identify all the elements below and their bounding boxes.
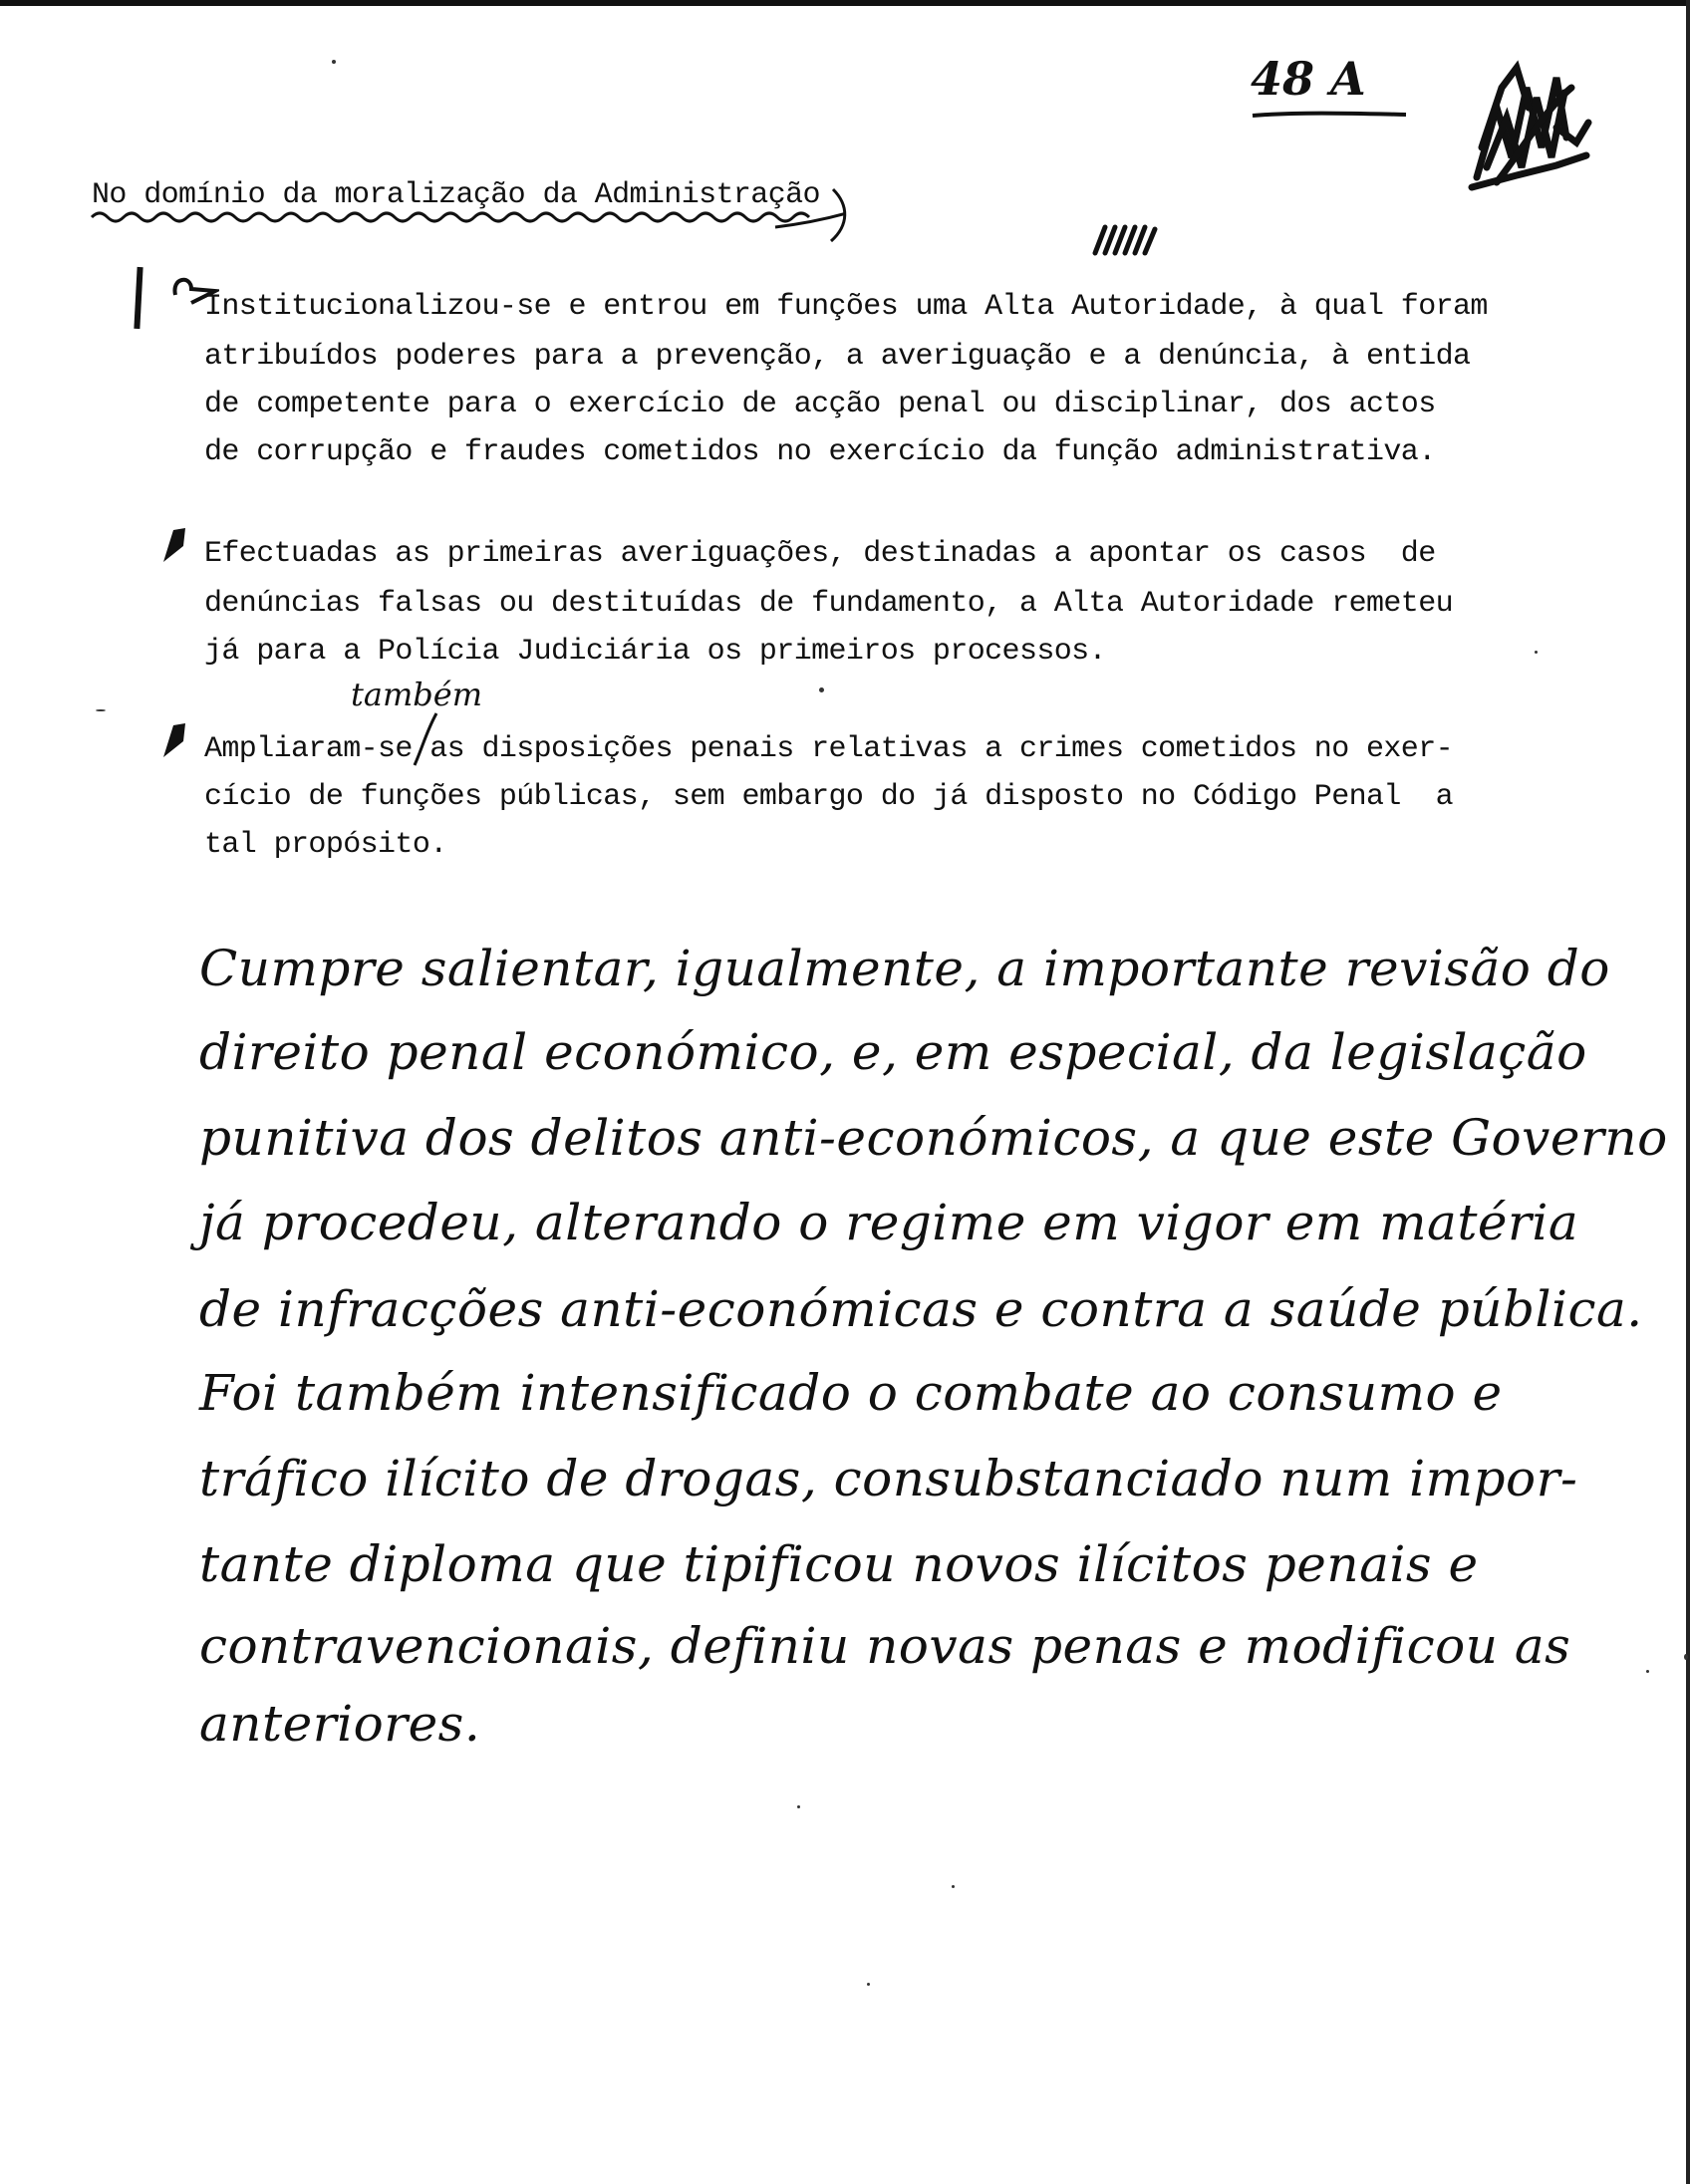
scan-edge-right xyxy=(1686,0,1690,2184)
handwritten-line-9: contravencionais, definiu novas penas e modificou as xyxy=(199,1617,1571,1675)
bullet-icon xyxy=(159,524,191,566)
item-1-line-1: Institucionalizou-se e entrou em funções uma Alta Autoridade, à qual foram xyxy=(204,290,1488,324)
scan-speck xyxy=(952,1885,955,1888)
signature xyxy=(1457,48,1596,197)
item-2-line-3: já para a Polícia Judiciária os primeiros processos. xyxy=(204,635,1106,669)
scan-speck xyxy=(1646,1670,1649,1673)
item-1-line-4: de corrupção e fraudes cometidos no exercício da função administrativa. xyxy=(204,435,1436,469)
section-heading: No domínio da moralização da Administração xyxy=(92,178,820,212)
handwritten-line-5: de infracções anti-económicas e contra a saúde pública. xyxy=(199,1280,1643,1338)
handwritten-line-10: anteriores. xyxy=(199,1695,481,1753)
scan-speck xyxy=(96,709,106,711)
scan-speck xyxy=(797,1805,800,1808)
insertion-tambem: também xyxy=(351,676,483,713)
page-number-underline xyxy=(1251,108,1410,122)
item-3-line-3: tal propósito. xyxy=(204,828,447,862)
handwritten-line-6: Foi também intensificado o combate ao consumo e xyxy=(199,1364,1503,1422)
scan-speck xyxy=(332,60,336,64)
handwritten-line-1: Cumpre salientar, igualmente, a importante revisão do xyxy=(199,940,1610,997)
bullet-icon xyxy=(159,719,191,761)
handwritten-line-2: direito penal económico, e, em especial, da legislação xyxy=(199,1023,1587,1081)
item-2-line-1: Efectuadas as primeiras averiguações, destinadas a apontar os casos de xyxy=(204,537,1436,571)
heading-wavy-underline xyxy=(88,197,845,239)
item-1-line-3: de competente para o exercício de acção penal ou disciplinar, dos actos xyxy=(204,388,1436,421)
margin-bar xyxy=(134,267,142,329)
scan-speck xyxy=(1535,651,1538,654)
item-3-line-2: cício de funções públicas, sem embargo do já disposto no Código Penal a xyxy=(204,780,1454,814)
scan-speck xyxy=(867,1983,870,1986)
page-number: 48 A xyxy=(1251,52,1366,106)
item-2-line-2: denúncias falsas ou destituídas de fundamento, a Alta Autoridade remeteu xyxy=(204,587,1454,621)
heading-bracket xyxy=(827,185,857,245)
item-1-line-2: atribuídos poderes para a prevenção, a averiguação e a denúncia, à entida xyxy=(204,340,1471,374)
handwritten-line-4: já procedeu, alterando o regime em vigor em matéria xyxy=(199,1194,1579,1251)
handwritten-line-8: tante diploma que tipificou novos ilícitos penais e xyxy=(199,1535,1479,1593)
handwritten-line-3: punitiva dos delitos anti-económicos, a que este Governo xyxy=(199,1109,1668,1167)
scan-speck xyxy=(819,687,824,692)
item-3-line-1: Ampliaram-se as disposições penais relativas a crimes cometidos no exer- xyxy=(204,732,1454,766)
ink-scribble xyxy=(1091,221,1161,259)
scan-edge-top xyxy=(0,0,1690,6)
scan-speck xyxy=(1684,1654,1688,1660)
handwritten-line-7: tráfico ilícito de drogas, consubstanciado num impor- xyxy=(199,1450,1578,1507)
